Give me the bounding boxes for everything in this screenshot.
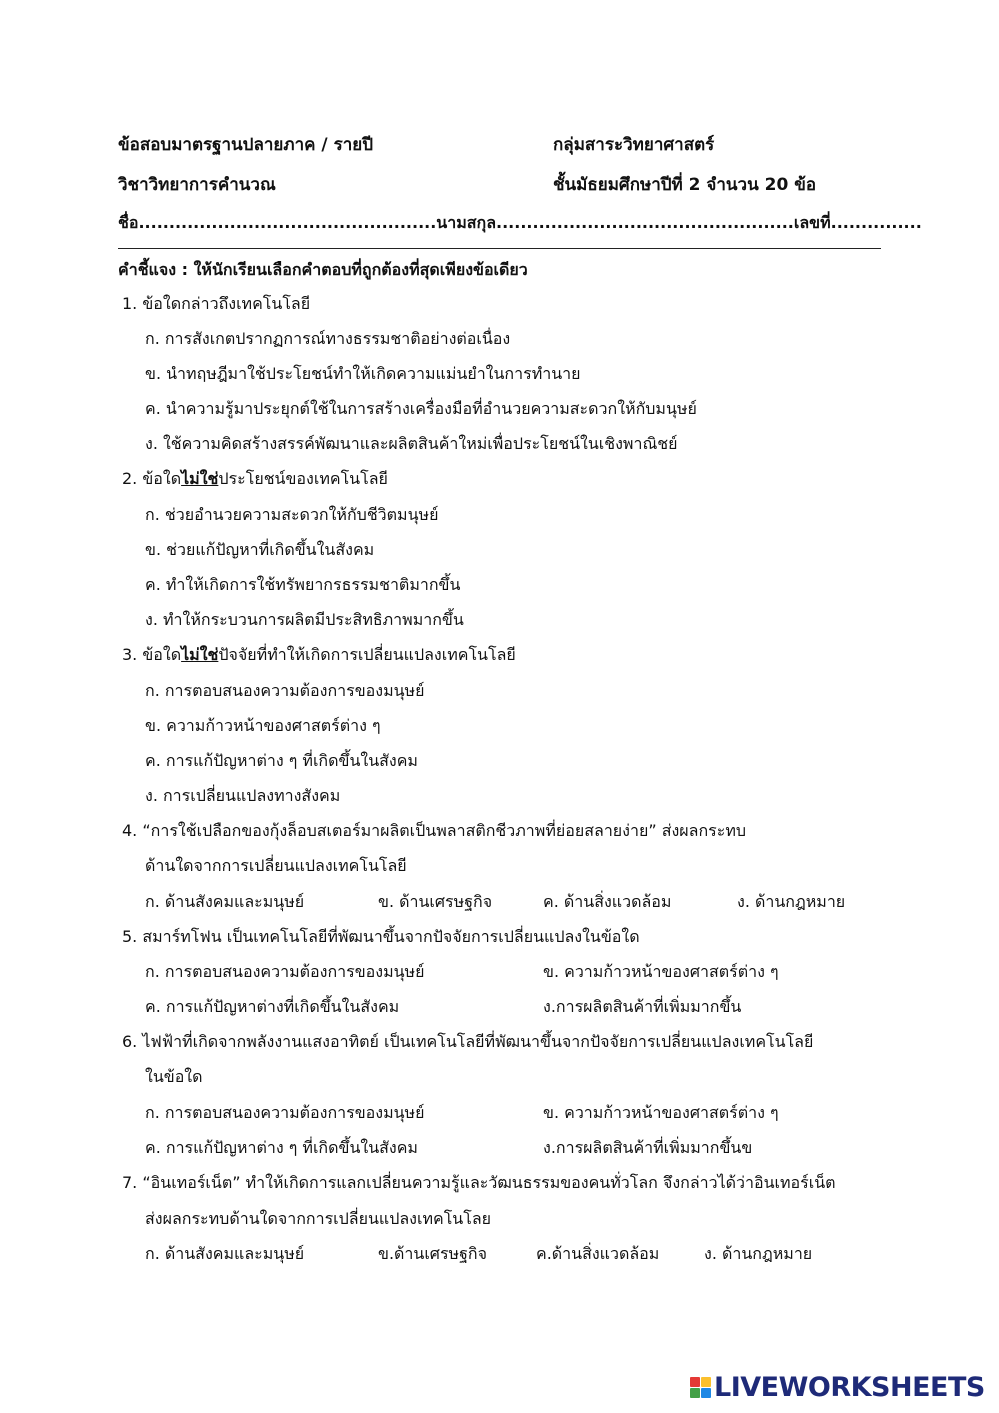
- logo-text: LIVEWORKSHEETS: [714, 1371, 985, 1403]
- q2-option-b[interactable]: ข. ช่วยแก้ปัญหาที่เกิดขึ้นในสังคม: [145, 540, 375, 559]
- subject-group: กลุ่มสาระวิทยาศาสตร์: [553, 135, 715, 155]
- question-text-post: ประโยชน์ของเทคโนโลยี: [218, 469, 388, 488]
- question-5: [122, 925, 640, 950]
- q6-option-d[interactable]: ง.การผลิตสินค้าที่เพิ่มมากขึ้นข: [543, 1138, 753, 1157]
- q6-option-b[interactable]: ข. ความก้าวหน้าของศาสตร์ต่าง ๆ: [543, 1103, 779, 1122]
- q4-option-a[interactable]: ก. ด้านสังคมและมนุษย์: [145, 892, 305, 911]
- question-number: 2.: [122, 469, 138, 488]
- q2-option-d[interactable]: ง. ทำให้กระบวนการผลิตมีประสิทธิภาพมากขึ้น: [145, 610, 464, 629]
- q2-option-a[interactable]: ก. ช่วยอำนวยความสะดวกให้กับชีวิตมนุษย์: [145, 505, 439, 524]
- q4-option-c[interactable]: ค. ด้านสิ่งแวดล้อม: [543, 892, 672, 911]
- grade-and-count: ชั้นมัธยมศึกษาปีที่ 2 จำนวน 20 ข้อ: [553, 175, 817, 195]
- question-6: [122, 1030, 813, 1055]
- question-3: [122, 643, 516, 668]
- q7-option-d[interactable]: ง. ด้านกฎหมาย: [704, 1244, 813, 1263]
- q1-option-b[interactable]: ข. นำทฤษฎีมาใช้ประโยชน์ทำให้เกิดความแม่นยำในการทำนาย: [145, 364, 581, 383]
- question-text: “การใช้เปลือกของกุ้งล็อบสเตอร์มาผลิตเป็นพลาสติกชีวภาพที่ย่อยสลายง่าย” ส่งผลกระทบ: [142, 821, 747, 840]
- q4-option-d[interactable]: ง. ด้านกฎหมาย: [737, 892, 846, 911]
- question-emphasis: ไม่ใช่: [181, 469, 219, 488]
- q1-option-c[interactable]: ค. นำความรู้มาประยุกต์ใช้ในการสร้างเครื่องมือที่อำนวยความสะดวกให้กับมนุษย์: [145, 399, 697, 418]
- q4-option-b[interactable]: ข. ด้านเศรษฐกิจ: [378, 892, 493, 911]
- student-info-line: ชื่อ.................................................นามสกุล.................................................เลขที่...............: [118, 213, 922, 232]
- q3-option-d[interactable]: ง. การเปลี่ยนแปลงทางสังคม: [145, 786, 341, 805]
- liveworksheets-logo-icon: [690, 1377, 711, 1398]
- q5-option-a[interactable]: ก. การตอบสนองความต้องการของมนุษย์: [145, 962, 425, 981]
- q6-option-c[interactable]: ค. การแก้ปัญหาต่าง ๆ ที่เกิดขึ้นในสังคม: [145, 1138, 418, 1157]
- question-1: [122, 292, 310, 317]
- q2-option-c[interactable]: ค. ทำให้เกิดการใช้ทรัพยากรธรรมชาติมากขึ้น: [145, 575, 461, 594]
- q3-option-b[interactable]: ข. ความก้าวหน้าของศาสตร์ต่าง ๆ: [145, 716, 381, 735]
- question-text: ข้อใดกล่าวถึงเทคโนโลยี: [142, 294, 311, 313]
- question-6-continued: ในข้อใด: [145, 1067, 203, 1086]
- q7-option-b[interactable]: ข.ด้านเศรษฐกิจ: [378, 1244, 487, 1263]
- header-divider: [118, 248, 881, 249]
- subject-name: วิชาวิทยาการคำนวณ: [118, 175, 276, 195]
- question-4: [122, 819, 746, 844]
- q3-option-c[interactable]: ค. การแก้ปัญหาต่าง ๆ ที่เกิดขึ้นในสังคม: [145, 751, 418, 770]
- question-text-pre: ข้อใด: [142, 469, 182, 488]
- question-text: สมาร์ทโฟน เป็นเทคโนโลยีที่พัฒนาขึ้นจากปัจจัยการเปลี่ยนแปลงในข้อใด: [142, 927, 640, 946]
- q7-option-c[interactable]: ค.ด้านสิ่งแวดล้อม: [536, 1244, 660, 1263]
- question-number: 6.: [122, 1032, 138, 1051]
- question-text-post: ปัจจัยที่ทำให้เกิดการเปลี่ยนแปลงเทคโนโลยี: [218, 645, 516, 664]
- q1-option-d[interactable]: ง. ใช้ความคิดสร้างสรรค์พัฒนาและผลิตสินค้าใหม่เพื่อประโยชน์ในเชิงพาณิชย์: [145, 434, 678, 453]
- q5-option-c[interactable]: ค. การแก้ปัญหาต่างที่เกิดขึ้นในสังคม: [145, 997, 400, 1016]
- instructions: คำชี้แจง : ให้นักเรียนเลือกคำตอบที่ถูกต้องที่สุดเพียงข้อเดียว: [118, 260, 528, 279]
- question-text-pre: ข้อใด: [142, 645, 182, 664]
- q7-option-a[interactable]: ก. ด้านสังคมและมนุษย์: [145, 1244, 305, 1263]
- q5-option-d[interactable]: ง.การผลิตสินค้าที่เพิ่มมากขึ้น: [543, 997, 742, 1016]
- question-text: ไฟฟ้าที่เกิดจากพลังงานแสงอาทิตย์ เป็นเทคโนโลยีที่พัฒนาขึ้นจากปัจจัยการเปลี่ยนแปลงเทคโนโลยี: [142, 1032, 814, 1051]
- question-4-continued: ด้านใดจากการเปลี่ยนแปลงเทคโนโลยี: [145, 856, 407, 875]
- question-number: 4.: [122, 821, 138, 840]
- q5-option-b[interactable]: ข. ความก้าวหน้าของศาสตร์ต่าง ๆ: [543, 962, 779, 981]
- question-number: 5.: [122, 927, 138, 946]
- question-number: 1.: [122, 294, 138, 313]
- exam-title: ข้อสอบมาตรฐานปลายภาค / รายปี: [118, 135, 373, 155]
- question-text: “อินเทอร์เน็ต” ทำให้เกิดการแลกเปลี่ยนความรู้และวัฒนธรรมของคนทั่วโลก จึงกล่าวได้ว่าอินเทอร์เน็ต: [142, 1173, 836, 1192]
- q6-option-a[interactable]: ก. การตอบสนองความต้องการของมนุษย์: [145, 1103, 425, 1122]
- question-2: [122, 467, 388, 492]
- q3-option-a[interactable]: ก. การตอบสนองความต้องการของมนุษย์: [145, 681, 425, 700]
- question-number: 3.: [122, 645, 138, 664]
- liveworksheets-logo[interactable]: [690, 1372, 985, 1402]
- question-7: [122, 1171, 836, 1196]
- question-number: 7.: [122, 1173, 138, 1192]
- question-emphasis: ไม่ใช่: [181, 645, 219, 664]
- q1-option-a[interactable]: ก. การสังเกตปรากฏการณ์ทางธรรมชาติอย่างต่อเนื่อง: [145, 329, 511, 348]
- question-7-continued: ส่งผลกระทบด้านใดจากการเปลี่ยนแปลงเทคโนโลย: [145, 1209, 492, 1228]
